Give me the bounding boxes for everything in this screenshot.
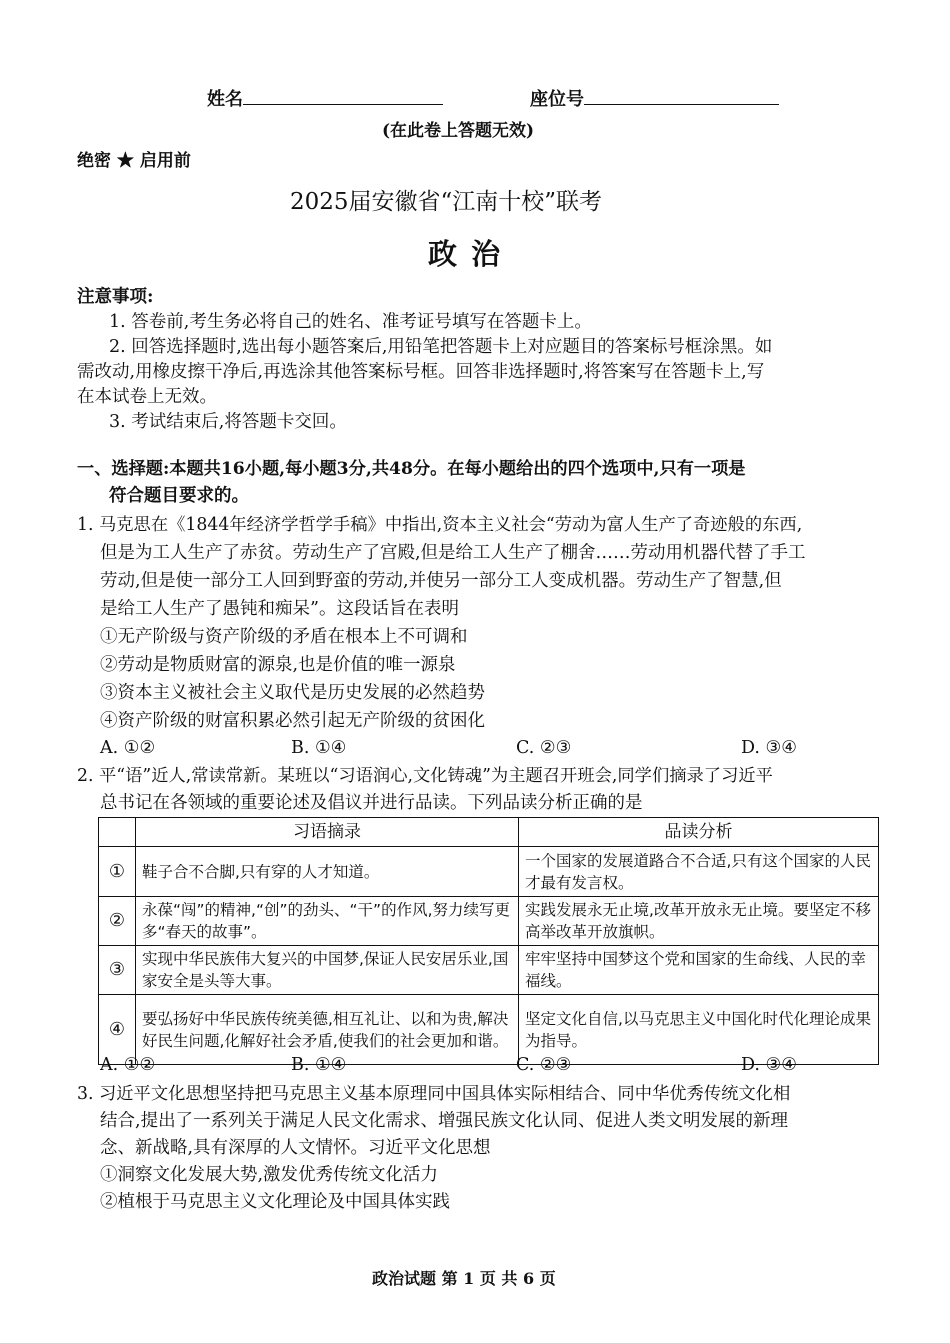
- q1-statement: ②劳动是物质财富的源泉,也是价值的唯一源泉: [100, 655, 456, 675]
- notice-item: 2. 回答选择题时,选出每小题答案后,用铅笔把答题卡上对应题目的答案标号框涂黑。如: [109, 337, 773, 357]
- name-field[interactable]: [207, 84, 443, 111]
- row-number: ②: [99, 897, 136, 946]
- q1-statement: ④资产阶级的财富积累必然引起无产阶级的贫困化: [100, 711, 485, 731]
- row-analysis: 坚定文化自信,以马克思主义中国化时代化理论成果为指导。: [519, 995, 879, 1065]
- row-number: ③: [99, 946, 136, 995]
- q2-table: [98, 817, 879, 1065]
- notice-item: 1. 答卷前,考生务必将自己的姓名、准考证号填写在答题卡上。: [109, 312, 592, 332]
- q2-option-b[interactable]: B. ①④: [291, 1055, 347, 1075]
- q2-stem: 总书记在各领域的重要论述及倡议并进行品读。下列品读分析正确的是: [100, 793, 643, 813]
- q1-option-a[interactable]: A. ①②: [100, 738, 156, 758]
- q1-option-c[interactable]: C. ②③: [516, 738, 572, 758]
- row-quote: 实现中华民族伟大复兴的中国梦,保证人民安居乐业,国家安全是头等大事。: [135, 946, 518, 995]
- q3-stem: 结合,提出了一系列关于满足人民文化需求、增强民族文化认同、促进人类文明发展的新理: [100, 1111, 789, 1131]
- row-number: ①: [99, 847, 136, 897]
- q2-stem: 2. 平“语”近人,常读常新。某班以“习语润心,文化铸魂”为主题召开班会,同学们摘录了习近平: [77, 766, 773, 786]
- subject-title: 政 治: [428, 237, 503, 271]
- q2-header-quote: 习语摘录: [135, 818, 518, 847]
- notice-item: 在本试卷上无效。: [77, 387, 217, 407]
- row-quote: 鞋子合不合脚,只有穿的人才知道。: [135, 847, 518, 897]
- q3-stem: 3. 习近平文化思想坚持把马克思主义基本原理同中国具体实际相结合、同中华优秀传统文化相: [77, 1084, 791, 1104]
- row-analysis: 实践发展永无止境,改革开放永无止境。要坚定不移高举改革开放旗帜。: [519, 897, 879, 946]
- seat-label: 座位号: [530, 89, 584, 110]
- q1-option-b[interactable]: B. ①④: [291, 738, 347, 758]
- name-label: 姓名: [207, 89, 243, 110]
- q3-stem: 念、新战略,具有深厚的人文情怀。习近平文化思想: [100, 1138, 491, 1158]
- notice-item: 3. 考试结束后,将答题卡交回。: [109, 412, 347, 432]
- q3-statement: ①洞察文化发展大势,激发优秀传统文化活力: [100, 1165, 439, 1185]
- q1-stem: 是给工人生产了愚钝和痴呆”。这段话旨在表明: [100, 599, 459, 619]
- q1-statement: ①无产阶级与资产阶级的矛盾在根本上不可调和: [100, 627, 468, 647]
- q1-option-d[interactable]: D. ③④: [741, 738, 797, 758]
- q1-stem: 但是为工人生产了赤贫。劳动生产了宫殿,但是给工人生产了棚舍……劳动用机器代替了手工: [100, 543, 806, 563]
- invalid-note: (在此卷上答题无效): [382, 121, 535, 141]
- table-row: [99, 897, 879, 946]
- q1-statement: ③资本主义被社会主义取代是历史发展的必然趋势: [100, 683, 485, 703]
- q2-option-d[interactable]: D. ③④: [741, 1055, 797, 1075]
- q1-stem: 劳动,但是使一部分工人回到野蛮的劳动,并使另一部分工人变成机器。劳动生产了智慧,但: [100, 571, 782, 591]
- row-analysis: 一个国家的发展道路合不合适,只有这个国家的人民才最有发言权。: [519, 847, 879, 897]
- table-row: [99, 946, 879, 995]
- q2-table-header: [99, 818, 879, 847]
- row-analysis: 牢牢坚持中国梦这个党和国家的生命线、人民的幸福线。: [519, 946, 879, 995]
- notice-item: 需改动,用橡皮擦干净后,再选涂其他答案标号框。回答非选择题时,将答案写在答题卡上,写: [77, 362, 765, 382]
- notice-title: 注意事项:: [77, 287, 154, 307]
- page-footer: 政治试题 第 1 页 共 6 页: [372, 1269, 556, 1288]
- row-number: ④: [99, 995, 136, 1065]
- q1-stem: 1. 马克思在《1844年经济学哲学手稿》中指出,资本主义社会“劳动为富人生产了奇迹般的东西,: [77, 515, 803, 535]
- section-heading: 一、选择题:本题共16小题,每小题3分,共48分。在每小题给出的四个选项中,只有一项是: [77, 459, 746, 479]
- secret-label: 绝密 ★ 启用前: [77, 151, 191, 171]
- exam-title: 2025届安徽省“江南十校”联考: [290, 189, 603, 215]
- q2-option-a[interactable]: A. ①②: [100, 1055, 156, 1075]
- row-quote: 要弘扬好中华民族传统美德,相互礼让、以和为贵,解决好民生问题,化解好社会矛盾,使我们的社会更加和谐。: [135, 995, 518, 1065]
- seat-field[interactable]: [530, 84, 779, 111]
- q2-header-analysis: 品读分析: [519, 818, 879, 847]
- row-quote: 永葆“闯”的精神,“创”的劲头、“干”的作风,努力续写更多“春天的故事”。: [135, 897, 518, 946]
- section-heading-cont: 符合题目要求的。: [109, 486, 249, 506]
- q3-statement: ②植根于马克思主义文化理论及中国具体实践: [100, 1192, 450, 1212]
- table-row: [99, 847, 879, 897]
- q2-option-c[interactable]: C. ②③: [516, 1055, 572, 1075]
- table-row: [99, 995, 879, 1065]
